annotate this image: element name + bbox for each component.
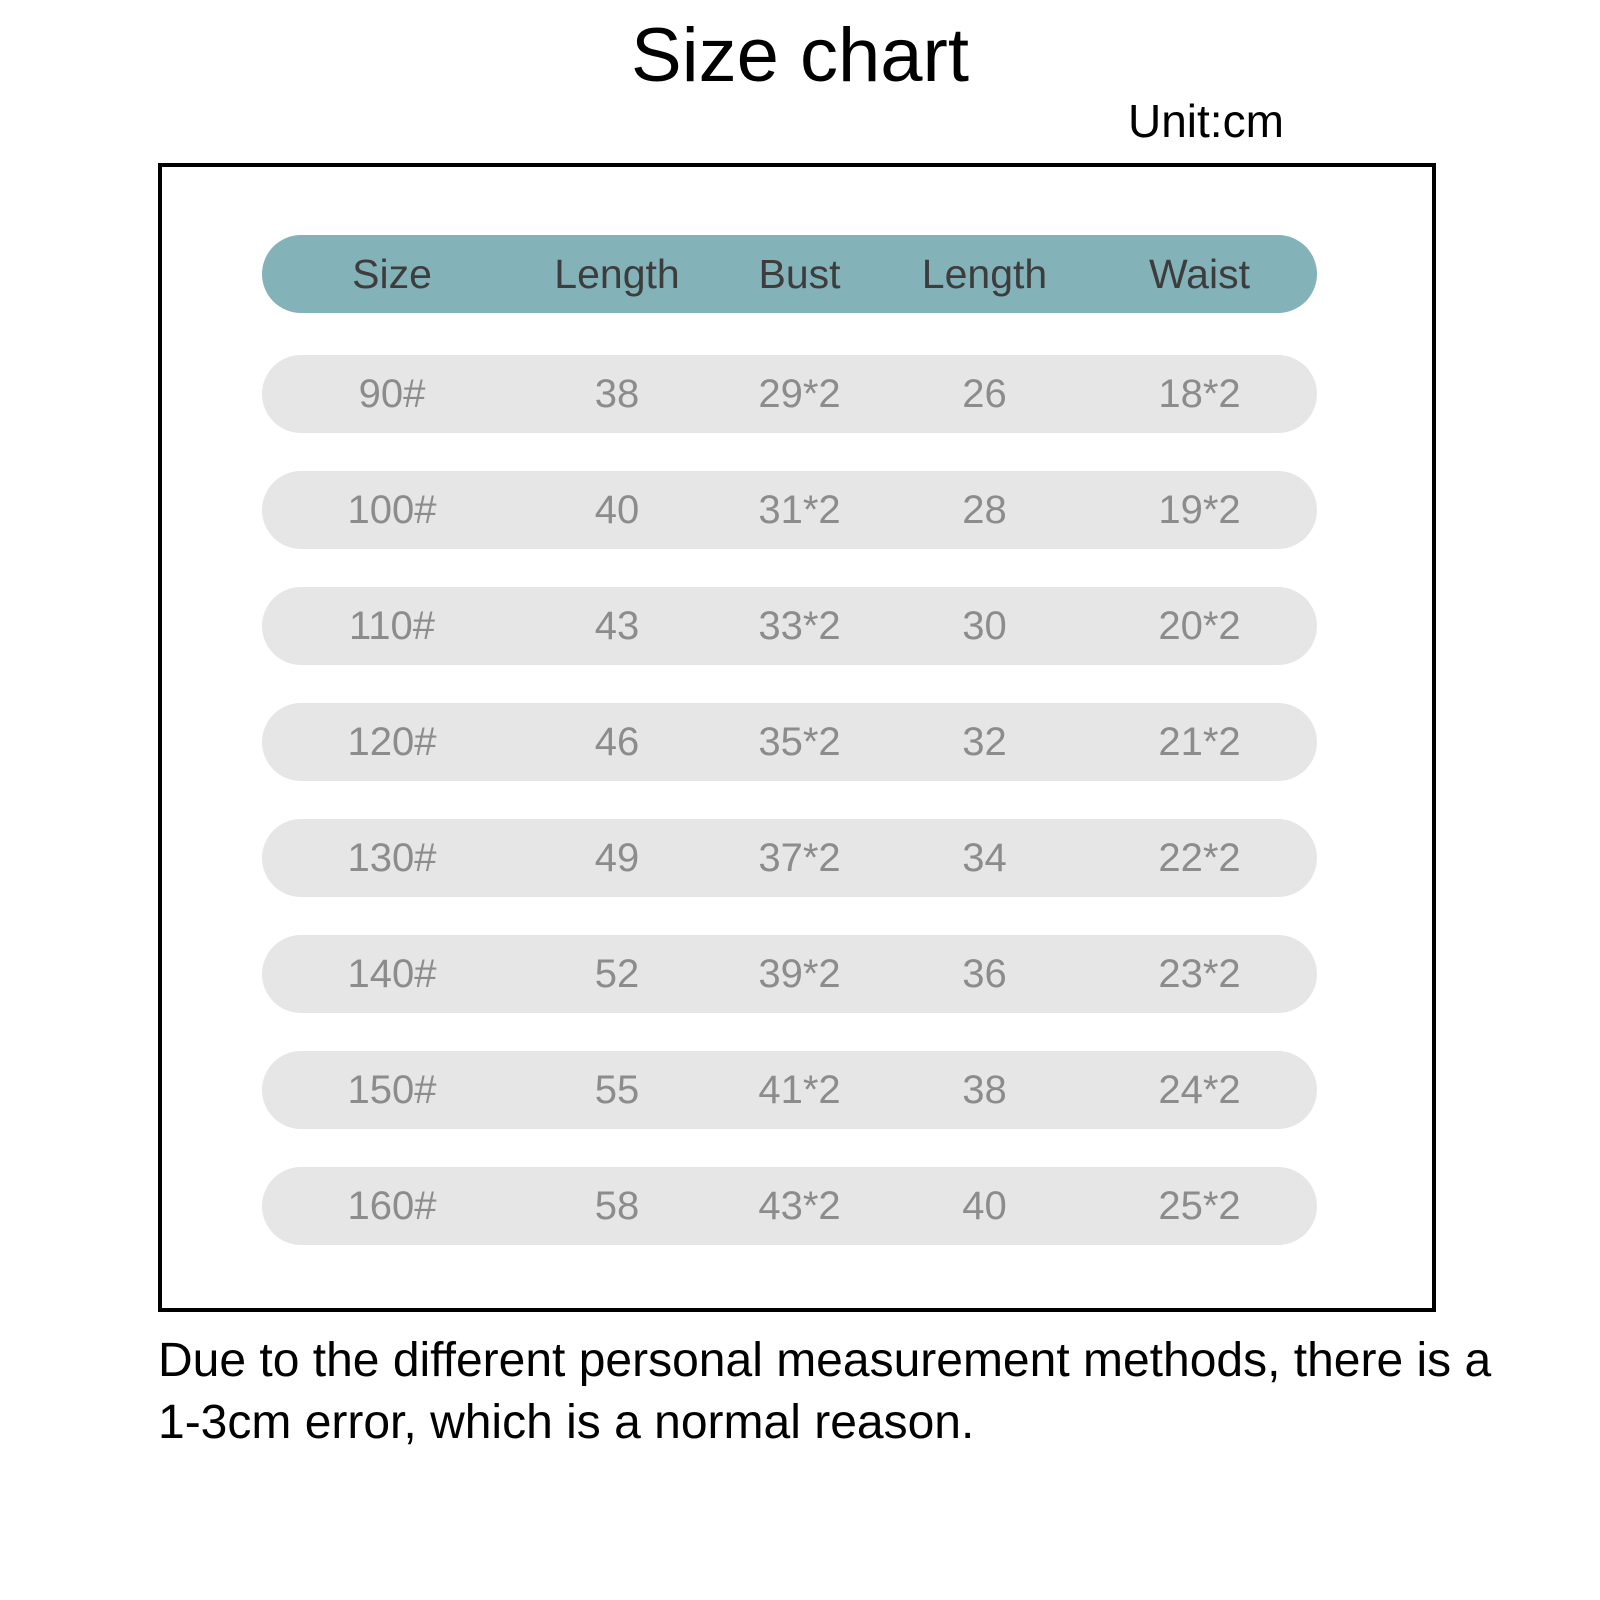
cell-length-bottom: 40 — [962, 1183, 1007, 1228]
unit-label: Unit:cm — [1128, 95, 1284, 147]
table-row — [262, 1051, 1317, 1129]
cell-length-bottom: 32 — [962, 719, 1007, 764]
cell-waist: 23*2 — [1158, 951, 1241, 996]
table-row — [262, 587, 1317, 665]
cell-length-bottom: 26 — [962, 371, 1007, 416]
cell-waist: 22*2 — [1158, 835, 1241, 880]
cell-length-bottom: 34 — [962, 835, 1007, 880]
cell-size: 150# — [347, 1067, 437, 1112]
cell-bust: 29*2 — [758, 371, 841, 416]
measurement-note: Due to the different personal measurement methods, there is a 1-3cm error, which is a normal reason. — [158, 1334, 1492, 1450]
table-row — [262, 355, 1317, 433]
column-header-bust: Bust — [758, 250, 841, 297]
cell-waist: 25*2 — [1158, 1183, 1241, 1228]
table-header-row — [262, 235, 1317, 313]
cell-bust: 35*2 — [758, 719, 841, 764]
cell-length-top: 46 — [594, 719, 640, 764]
cell-size: 120# — [347, 719, 437, 764]
column-header-size: Size — [352, 250, 432, 297]
cell-size: 130# — [347, 835, 437, 880]
table-row — [262, 703, 1317, 781]
cell-length-top: 49 — [594, 835, 640, 880]
cell-bust: 41*2 — [758, 1067, 841, 1112]
cell-size: 160# — [347, 1183, 437, 1228]
table-row — [262, 471, 1317, 549]
cell-size: 90# — [358, 371, 426, 416]
cell-length-bottom: 28 — [962, 487, 1007, 532]
cell-size: 100# — [347, 487, 437, 532]
cell-length-bottom: 36 — [962, 951, 1007, 996]
cell-length-bottom: 30 — [962, 603, 1007, 648]
column-header-length-bottom: Length — [921, 250, 1048, 297]
cell-bust: 37*2 — [758, 835, 841, 880]
table-row — [262, 1167, 1317, 1245]
cell-length-top: 38 — [594, 371, 640, 416]
cell-length-bottom: 38 — [962, 1067, 1007, 1112]
cell-waist: 24*2 — [1158, 1067, 1241, 1112]
cell-bust: 39*2 — [758, 951, 841, 996]
cell-bust: 31*2 — [758, 487, 841, 532]
cell-waist: 18*2 — [1158, 371, 1241, 416]
size-table-container — [158, 163, 1436, 1312]
cell-waist: 21*2 — [1158, 719, 1241, 764]
table-row — [262, 935, 1317, 1013]
cell-length-top: 43 — [594, 603, 640, 648]
cell-bust: 43*2 — [758, 1183, 841, 1228]
cell-waist: 19*2 — [1158, 487, 1241, 532]
cell-size: 110# — [348, 603, 435, 648]
cell-bust: 33*2 — [758, 603, 841, 648]
table-row — [262, 819, 1317, 897]
cell-length-top: 40 — [594, 487, 640, 532]
cell-waist: 20*2 — [1158, 603, 1241, 648]
cell-size: 140# — [347, 951, 437, 996]
size-table — [262, 235, 1317, 1283]
column-header-waist: Waist — [1149, 250, 1250, 297]
cell-length-top: 55 — [594, 1067, 640, 1112]
cell-length-top: 58 — [594, 1183, 640, 1228]
cell-length-top: 52 — [594, 951, 640, 996]
column-header-length-top: Length — [554, 250, 680, 297]
page-title: Size chart — [631, 13, 969, 98]
